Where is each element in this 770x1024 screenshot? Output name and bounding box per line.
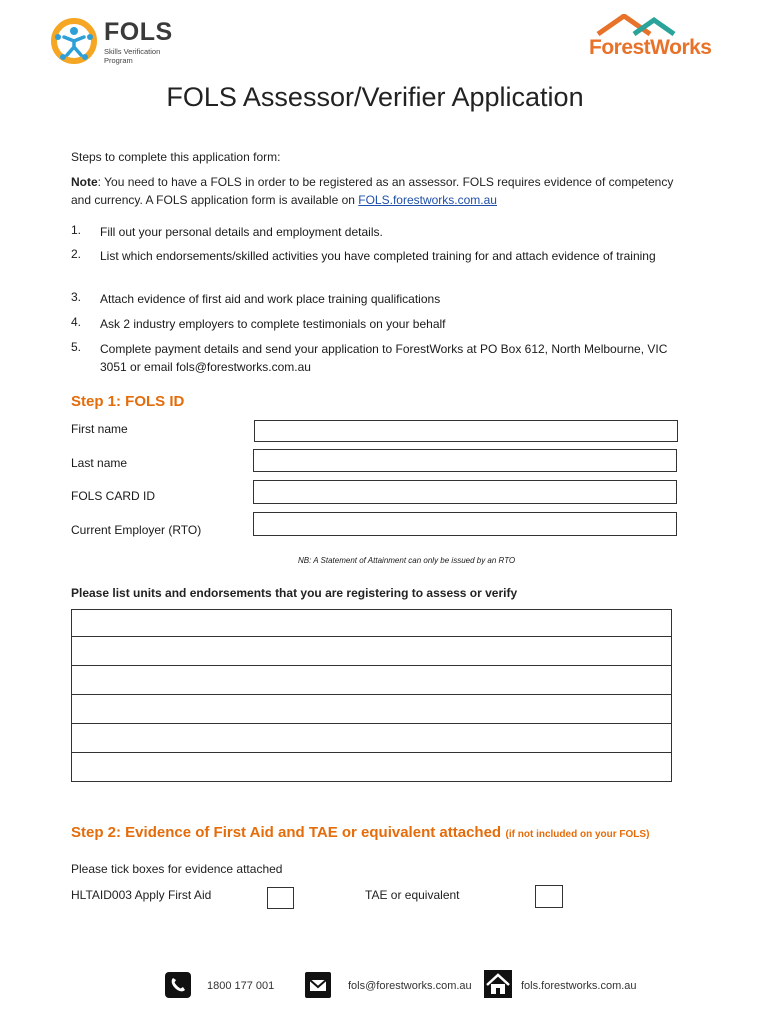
tae-checkbox[interactable] — [535, 885, 563, 908]
note-paragraph — [71, 173, 691, 209]
fols-logo-text: FOLS — [104, 18, 173, 46]
tick-instruction: Please tick boxes for evidence attached — [71, 862, 283, 876]
fols-logo-sub2: Program — [104, 56, 133, 65]
forestworks-logo — [585, 14, 725, 60]
step2-heading-line — [71, 824, 649, 842]
step-number: 5. — [71, 340, 82, 354]
footer-website[interactable]: fols.forestworks.com.au — [521, 980, 637, 992]
page-title: FOLS Assessor/Verifier Application — [166, 82, 584, 112]
units-row[interactable] — [72, 610, 671, 637]
first-name-input[interactable] — [254, 420, 678, 442]
phone-icon — [165, 972, 191, 998]
first-name-label: First name — [71, 422, 128, 436]
units-row[interactable] — [72, 724, 671, 753]
footer-phone: 1800 177 001 — [207, 980, 275, 992]
step1-heading: Step 1: FOLS ID — [71, 393, 185, 410]
footer-email[interactable]: fols@forestworks.com.au — [348, 980, 472, 992]
first-aid-label: HLTAID003 Apply First Aid — [71, 888, 212, 902]
units-row[interactable] — [72, 637, 671, 666]
step-text: Fill out your personal details and employment details. — [100, 225, 383, 239]
last-name-label: Last name — [71, 456, 128, 470]
fols-logo-sub1: Skills Verification — [104, 47, 161, 56]
units-heading: Please list units and endorsements that you are registering to assess or verify — [71, 586, 518, 600]
step2-heading-note: (if not included on your FOLS) — [505, 829, 650, 840]
step-number: 4. — [71, 315, 82, 329]
step-text: Attach evidence of first aid and work place training qualifications — [100, 292, 441, 306]
first-aid-checkbox[interactable] — [267, 887, 294, 909]
tae-label: TAE or equivalent — [365, 888, 460, 902]
current-employer-input[interactable] — [253, 512, 677, 536]
home-icon — [484, 970, 510, 996]
step-text: List which endorsements/skilled activities you have completed training for and attach evidence of training — [100, 249, 656, 263]
steps-heading: Steps to complete this application form: — [71, 150, 281, 164]
rto-note: NB: A Statement of Attainment can only be issued by an RTO — [298, 556, 516, 565]
fols-logo-icon — [50, 17, 98, 65]
fols-logo — [50, 16, 180, 66]
envelope-icon — [305, 972, 331, 998]
fols-card-id-input[interactable] — [253, 480, 677, 504]
forestworks-logo-text: ForestWorks — [589, 36, 712, 59]
fols-logo-subtitle — [104, 47, 160, 65]
step-number: 2. — [71, 247, 82, 261]
note-text: : You need to have a FOLS in order to be registered as an assessor. FOLS requires evidence of competency and currency. A FOLS application form is available on — [71, 175, 674, 207]
note-label: Note — [71, 175, 98, 189]
units-table — [71, 609, 672, 782]
units-row[interactable] — [72, 666, 671, 695]
step-number: 1. — [71, 223, 82, 237]
step-text: Complete payment details and send your application to ForestWorks at PO Box 612, North Melbourne, VIC 3051 or email fols@forestworks.com.au — [100, 342, 668, 374]
fols-website-link[interactable]: FOLS.forestworks.com.au — [358, 193, 497, 207]
current-employer-label: Current Employer (RTO) — [71, 523, 202, 537]
units-row[interactable] — [72, 695, 671, 724]
step-number: 3. — [71, 290, 82, 304]
fols-card-id-label: FOLS CARD ID — [71, 489, 156, 503]
last-name-input[interactable] — [253, 449, 677, 472]
step-text: Ask 2 industry employers to complete testimonials on your behalf — [100, 317, 446, 331]
step2-heading: Step 2: Evidence of First Aid and TAE or equivalent attached — [71, 824, 502, 841]
forestworks-roof-icon — [590, 14, 690, 36]
units-row[interactable] — [72, 753, 671, 782]
